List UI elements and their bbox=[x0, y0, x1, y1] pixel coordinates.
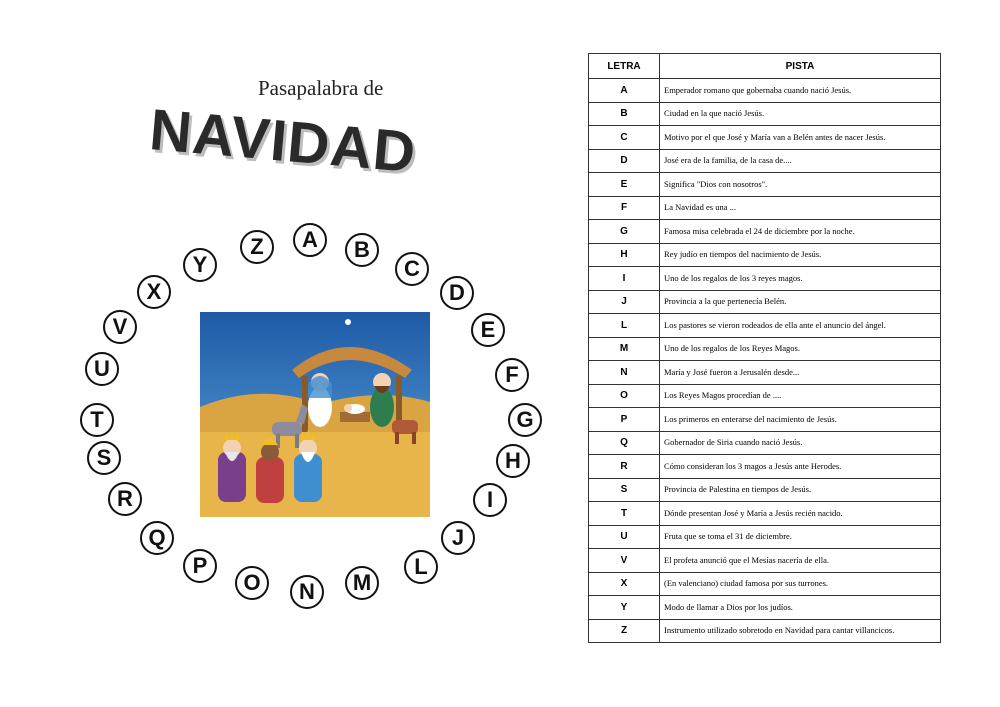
ring-letter-e: E bbox=[471, 313, 505, 347]
row-clue: Provincia a la que pertenecía Belén. bbox=[660, 290, 941, 314]
row-clue: Modo de llamar a Dios por los judíos. bbox=[660, 596, 941, 620]
row-clue: Cómo consideran los 3 magos a Jesús ante Herodes. bbox=[660, 455, 941, 479]
table-row bbox=[589, 525, 941, 549]
ring-letter-g: G bbox=[508, 403, 542, 437]
row-clue: Dónde presentan José y María a Jesús recién nacido. bbox=[660, 502, 941, 526]
ring-letter-u: U bbox=[85, 352, 119, 386]
table-row bbox=[589, 549, 941, 573]
ring-letter-q: Q bbox=[140, 521, 174, 555]
table-row bbox=[589, 337, 941, 361]
table-row bbox=[589, 361, 941, 385]
ring-letter-b: B bbox=[345, 233, 379, 267]
row-letter: H bbox=[589, 243, 660, 267]
nativity-illustration bbox=[200, 312, 430, 517]
row-letter: X bbox=[589, 572, 660, 596]
row-clue: Motivo por el que José y María van a Belén antes de nacer Jesús. bbox=[660, 126, 941, 150]
ring-letter-r: R bbox=[108, 482, 142, 516]
row-clue: Famosa misa celebrada el 24 de diciembre por la noche. bbox=[660, 220, 941, 244]
ring-letter-i: I bbox=[473, 483, 507, 517]
row-clue: Los pastores se vieron rodeados de ella ante el anuncio del ángel. bbox=[660, 314, 941, 338]
table-row bbox=[589, 455, 941, 479]
row-letter: C bbox=[589, 126, 660, 150]
page-title: NAVIDAD bbox=[147, 97, 419, 186]
row-letter: D bbox=[589, 149, 660, 173]
row-clue: Rey judío en tiempos del nacimiento de Jesús. bbox=[660, 243, 941, 267]
ring-letter-n: N bbox=[290, 575, 324, 609]
table-row bbox=[589, 149, 941, 173]
table-row bbox=[589, 502, 941, 526]
ring-letter-m: M bbox=[345, 566, 379, 600]
row-letter: U bbox=[589, 525, 660, 549]
clue-table bbox=[588, 53, 941, 643]
ring-letter-f: F bbox=[495, 358, 529, 392]
row-letter: S bbox=[589, 478, 660, 502]
row-letter: Q bbox=[589, 431, 660, 455]
table-row bbox=[589, 408, 941, 432]
row-letter: M bbox=[589, 337, 660, 361]
table-row bbox=[589, 79, 941, 103]
ring-letter-y: Y bbox=[183, 248, 217, 282]
row-clue: María y José fueron a Jerusalén desde... bbox=[660, 361, 941, 385]
row-clue: Emperador romano que gobernaba cuando nació Jesús. bbox=[660, 79, 941, 103]
ring-letter-a: A bbox=[293, 223, 327, 257]
row-letter: V bbox=[589, 549, 660, 573]
row-letter: G bbox=[589, 220, 660, 244]
row-letter: T bbox=[589, 502, 660, 526]
ring-letter-c: C bbox=[395, 252, 429, 286]
row-clue: Los primeros en enterarse del nacimiento de Jesús. bbox=[660, 408, 941, 432]
table-row bbox=[589, 478, 941, 502]
table-row bbox=[589, 431, 941, 455]
column-header-clue: PISTA bbox=[660, 54, 941, 79]
ring-letter-z: Z bbox=[240, 230, 274, 264]
ring-letter-o: O bbox=[235, 566, 269, 600]
row-letter: P bbox=[589, 408, 660, 432]
ring-letter-x: X bbox=[137, 275, 171, 309]
row-clue: Los Reyes Magos procedían de .... bbox=[660, 384, 941, 408]
row-letter: Y bbox=[589, 596, 660, 620]
column-header-letter: LETRA bbox=[589, 54, 660, 79]
row-clue: Uno de los regalos de los 3 reyes magos. bbox=[660, 267, 941, 291]
table-header-row bbox=[589, 54, 941, 79]
row-clue: Instrumento utilizado sobretodo en Navidad para cantar villancicos. bbox=[660, 619, 941, 643]
row-clue: Ciudad en la que nació Jesús. bbox=[660, 102, 941, 126]
table-row bbox=[589, 243, 941, 267]
table-row bbox=[589, 596, 941, 620]
row-letter: Z bbox=[589, 619, 660, 643]
ring-letter-s: S bbox=[87, 441, 121, 475]
nativity-scene-svg bbox=[200, 312, 430, 517]
row-letter: R bbox=[589, 455, 660, 479]
table-row bbox=[589, 384, 941, 408]
ring-letter-d: D bbox=[440, 276, 474, 310]
row-clue: Provincia de Palestina en tiempos de Jesús. bbox=[660, 478, 941, 502]
row-letter: F bbox=[589, 196, 660, 220]
row-letter: J bbox=[589, 290, 660, 314]
table-row bbox=[589, 314, 941, 338]
table-row bbox=[589, 196, 941, 220]
row-clue: Uno de los regalos de los Reyes Magos. bbox=[660, 337, 941, 361]
table-row bbox=[589, 267, 941, 291]
row-letter: B bbox=[589, 102, 660, 126]
table-row bbox=[589, 220, 941, 244]
ring-letter-h: H bbox=[496, 444, 530, 478]
row-letter: I bbox=[589, 267, 660, 291]
row-clue: Gobernador de Siria cuando nació Jesús. bbox=[660, 431, 941, 455]
ring-letter-l: L bbox=[404, 550, 438, 584]
row-letter: L bbox=[589, 314, 660, 338]
table-row bbox=[589, 619, 941, 643]
row-clue: Significa "Dios con nosotros". bbox=[660, 173, 941, 197]
row-clue: Fruta que se toma el 31 de diciembre. bbox=[660, 525, 941, 549]
row-letter: N bbox=[589, 361, 660, 385]
page-subtitle: Pasapalabra de bbox=[258, 76, 384, 100]
row-letter: O bbox=[589, 384, 660, 408]
row-clue: José era de la familia, de la casa de.... bbox=[660, 149, 941, 173]
table-row bbox=[589, 572, 941, 596]
ring-letter-v: V bbox=[103, 310, 137, 344]
ring-letter-t: T bbox=[80, 403, 114, 437]
ring-letter-p: P bbox=[183, 549, 217, 583]
table-row bbox=[589, 102, 941, 126]
ring-letter-j: J bbox=[441, 521, 475, 555]
row-clue: (En valenciano) ciudad famosa por sus turrones. bbox=[660, 572, 941, 596]
table-row bbox=[589, 126, 941, 150]
table-row bbox=[589, 173, 941, 197]
row-clue: La Navidad es una ... bbox=[660, 196, 941, 220]
table-row bbox=[589, 290, 941, 314]
row-letter: A bbox=[589, 79, 660, 103]
row-clue: El profeta anunció que el Mesías nacería de ella. bbox=[660, 549, 941, 573]
row-letter: E bbox=[589, 173, 660, 197]
